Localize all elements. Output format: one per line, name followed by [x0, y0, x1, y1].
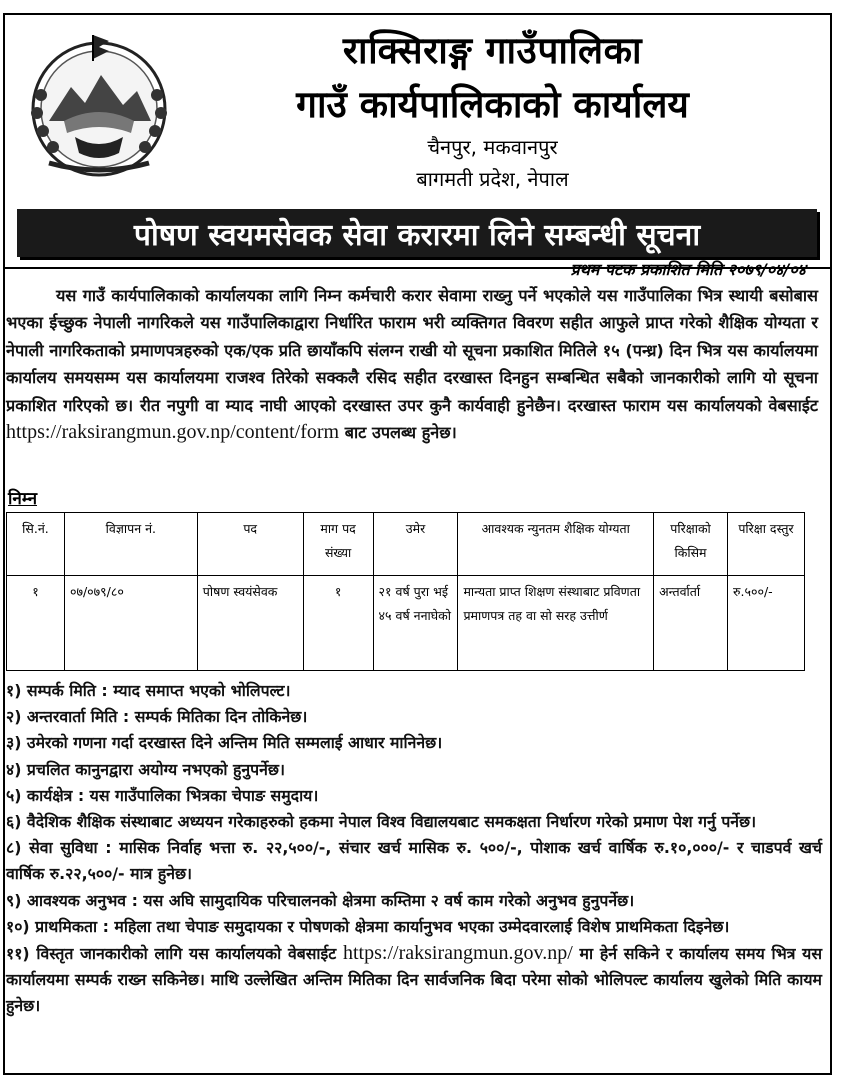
office-name: गाउँ कार्यपालिकाको कार्यालय [296, 83, 689, 126]
list-label: निम्न [8, 489, 38, 509]
municipality-name: राक्सिराङ्ग गाउँपालिका [342, 29, 643, 72]
address-line-2: बागमती प्रदेश, नेपाल [416, 167, 569, 191]
term-item: ४) प्रचलित कानुनद्वारा अयोग्य नभएको हुनुपर्नेछ। [6, 759, 285, 779]
cell-vacancy-count: १ [303, 576, 373, 671]
notice-heading: पोषण स्वयमसेवक सेवा करारमा लिने सम्बन्धी सूचना [17, 209, 817, 257]
notice-body-text: यस गाउँ कार्यपालिकाको कार्यालयका लागि निम्न कर्मचारी करार सेवामा राख्नु पर्ने भएकोले यस गाउँपालिका भित्र स्थायी बसोबास भएका ईच्छुक नेपाली नागरिकले यस गाउँपालिकाद्वारा निर्धारित फाराम भरी व्यक्तिगत विवरण सहीत आफुले प्राप्त गरेको शैक्षिक योग्यता र नेपाली नागरिकताको प्रमाणपत्रहरुको एक/एक प्रति छायाँकपि संलग्न राखी यो सूचना प्रकाशित मितिले १५ (पन्ध्र) दिन भित्र यस कार्यालयमा कार्यालय समयसम्म यस कार्यालयमा राजश्व तिरेको सक्कलै रसिद सहीत दरखास्त दिनहुन सम्बन्धित सबैको जानकारीको लागि यो सूचना प्रकाशित गरिएको छ। रीत नपुगी वा म्याद नाघी आएको दरखास्त उपर कुनै कार्यवाही हुनेछैन। दरखास्त फाराम यस कार्यालयको वेबसाईट [6, 286, 818, 415]
term-item: २) अन्तरवार्ता मिति : सम्पर्क मितिका दिन तोकिनेछ। [6, 707, 308, 727]
term-item: १०) प्राथमिकता : महिला तथा चेपाङ समुदायका र पोषणको क्षेत्रमा कार्यानुभव भएका उम्मेदवारलाई विशेष प्राथमिकता दिइनेछ। [6, 916, 730, 936]
cell-age: २१ वर्ष पुरा भई ४५ वर्ष ननाघेको [373, 576, 458, 671]
notice-body-tail: बाट उपलब्ध हुनेछ। [344, 423, 457, 443]
address-line-1: चैनपुर, मकवानपुर [427, 135, 558, 159]
cell-exam-type: अन्तर्वार्ता [654, 576, 728, 671]
header-ad-number: विज्ञापन नं. [64, 513, 197, 576]
term-item: ८) सेवा सुविधा : मासिक निर्वाह भत्ता रु. २२,५००/-, संचार खर्च मासिक रु. ५००/-, पोशाक खर्च वार्षिक रु.१०,०००/- र चाडपर्व खर्च वार्षिक रु.२२,५००/- मात्र हुनेछ। [6, 838, 822, 884]
term-item: ९) आवश्यक अनुभव : यस अघि सामुदायिक परिचालनको क्षेत्रमा कम्तिमा २ वर्ष काम गरेको अनुभव हुनुपर्नेछ। [6, 890, 635, 910]
header-vacancy-count: माग पद संख्या [303, 513, 373, 576]
header-age: उमेर [373, 513, 458, 576]
term-item: ५) कार्यक्षेत्र : यस गाउँपालिका भित्रका चेपाङ समुदाय। [6, 785, 319, 805]
table-row [7, 576, 805, 671]
header-exam-type: परिक्षाको किसिम [654, 513, 728, 576]
vacancy-table [6, 512, 805, 671]
website-url-link[interactable]: https://raksirangmun.gov.np/ [343, 942, 573, 965]
term-item: ३) उमेरको गणना गर्दा दरखास्त दिने अन्तिम मिति सम्मलाई आधार मानिनेछ। [6, 733, 443, 753]
form-url-link[interactable]: https://raksirangmun.gov.np/content/form [6, 421, 340, 444]
term-item: १) सम्पर्क मिति : म्याद समाप्त भएको भोलिपल्ट। [6, 681, 291, 700]
cell-ad-number: ०७/०७९/८० [64, 576, 197, 671]
term-item: ६) वैदेशिक शैक्षिक संस्थाबाट अध्ययन गरेकाहरुको हकमा नेपाल विश्व विद्यालयबाट समकक्षता निर्धारण गरेको प्रमाण पेश गर्नु पर्नेछ। [6, 812, 757, 832]
term-item-11 [6, 940, 822, 1020]
cell-exam-fee: रु.५००/- [728, 576, 805, 671]
cell-qualification: मान्यता प्राप्त शिक्षण संस्थाबाट प्रविणता प्रमाणपत्र तह वा सो सरह उत्तीर्ण [458, 576, 654, 671]
cell-serial: १ [7, 576, 65, 671]
term-11-prefix: ११) विस्तृत जानकारीको लागि यस कार्यालयको वेबसाईट [6, 944, 337, 964]
notice-body [6, 282, 818, 446]
term-11-suffix: मा हेर्न सकिने र कार्यालय समय भित्र यस कार्यालयमा सम्पर्क राख्न सकिनेछ। माथि उल्लेखित अन्तिम मितिका दिन सार्वजनिक बिदा परेमा सोको भोलिपल्ट कार्यालय खुलेको मिति कायम हुनेछ। [6, 944, 823, 1016]
table-header-row [7, 513, 805, 576]
published-date: प्रथम पटक प्रकाशित मिति २०७९/०४/०४ [570, 260, 806, 279]
header-serial: सि.नं. [7, 513, 65, 576]
header-exam-fee: परिक्षा दस्तुर [728, 513, 805, 576]
header-qualification: आवश्यक न्युनतम शैक्षिक योग्यता [458, 513, 654, 576]
letterhead [5, 15, 830, 203]
header-position: पद [197, 513, 303, 576]
terms-list [6, 678, 822, 1020]
cell-position: पोषण स्वयंसेवक [197, 576, 303, 671]
